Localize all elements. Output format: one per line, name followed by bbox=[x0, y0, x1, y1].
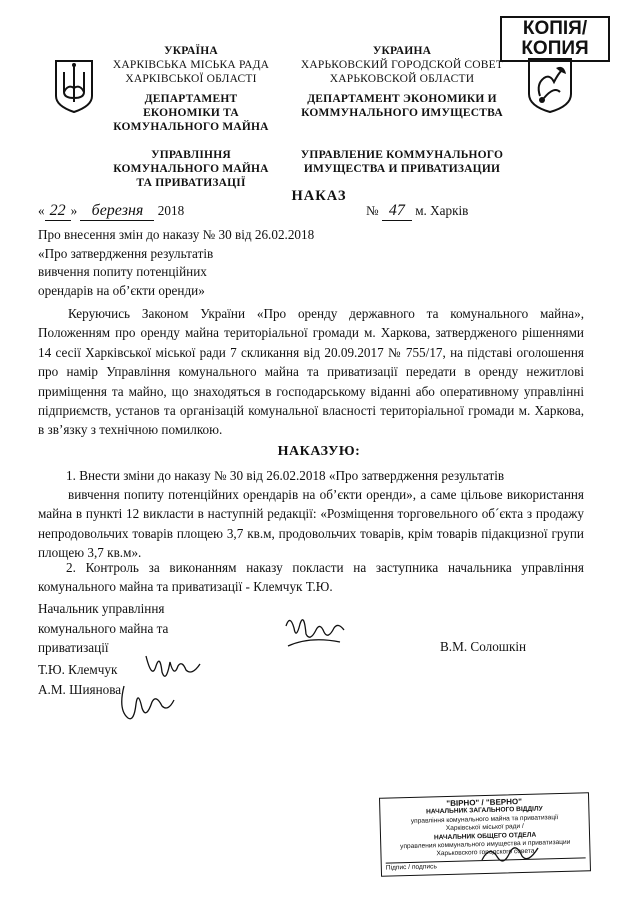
item-1-rest: вивчення попиту потенційних орендарів на об’єкти оренди», а саме цільове використання майна в пункті 12 викласти в наступній редакції: «Розміщення торговельного об´єкта з продажу непродовольчих товарів площею 3,7 кв.м, продовольчих товарів, крім товарів підакцизної групи площею 3,7 кв.м». bbox=[38, 487, 584, 561]
number-place: м. Харків bbox=[415, 203, 469, 218]
header-ukrainian bbox=[98, 44, 284, 190]
order-number bbox=[366, 201, 468, 221]
order-date bbox=[38, 201, 184, 221]
verification-signature bbox=[478, 838, 548, 868]
order-subject bbox=[38, 226, 358, 300]
city-coat-of-arms-icon bbox=[526, 56, 574, 114]
copy-stamp-line1: КОПІЯ/ bbox=[522, 18, 588, 39]
verify-stamp-line-8: Підпис / подпись bbox=[386, 857, 586, 873]
subject-line-1: Про внесення змін до наказу № 30 від 26.02.2018 bbox=[38, 227, 315, 242]
verify-stamp-line-6: управления коммунального имущества и приватизации bbox=[400, 838, 571, 851]
header-ru-office-1: УПРАВЛЕНИЕ КОММУНАЛЬНОГО bbox=[300, 149, 504, 161]
header-ru-country: УКРАИНА bbox=[372, 45, 432, 57]
verify-stamp-line-1: "ВІРНО" / "ВЕРНО" bbox=[446, 797, 523, 808]
signatory-title bbox=[38, 599, 168, 658]
item-2-paragraph: 2. Контроль за виконанням наказу покласти на заступника начальника управління комунального майна та приватизації - Клемчук Т.Ю. bbox=[38, 560, 584, 595]
header-ua-council-2: ХАРКІВСЬКОЇ ОБЛАСТІ bbox=[125, 73, 257, 85]
subject-line-4: орендарів на об’єкти оренди» bbox=[38, 282, 205, 298]
copy-stamp-line2: КОПИЯ bbox=[521, 38, 589, 59]
number-label: № bbox=[366, 203, 379, 218]
verify-stamp-line-5: НАЧАЛЬНИК ОБЩЕГО ОТДЕЛА bbox=[433, 831, 537, 841]
preamble-paragraph: Керуючись Законом України «Про оренду державного та комунального майна», Положенням про оренду майна територіальної громади м. Харкова, затвердженого рішеннями 14 сесії Харківської міської ради 7 скликання від 20.09.2017 № 755/17, на підставі оголошення про намір Управління комунального майна та приватизації передати в оренду нежитлові приміщення та майно, що знаходяться в господарському віданні або оперативному управлінні підприємств, установ та організацій комунальної власності територіальної громади м. Харкова, в зв’язку з технічною помилкою. bbox=[38, 306, 584, 438]
approval-signature-2 bbox=[112, 680, 182, 728]
verify-stamp-line-4: Харківської міської ради / bbox=[445, 823, 524, 833]
date-open-quote: « bbox=[38, 203, 45, 218]
subject-line-3: вивчення попиту потенційних bbox=[38, 264, 207, 280]
header-ru-council-2: ХАРЬКОВСКОЙ ОБЛАСТИ bbox=[329, 73, 475, 85]
approval-name-2: А.М. Шиянова bbox=[38, 681, 122, 697]
number-value: 47 bbox=[382, 201, 412, 221]
item-1-first-line: 1. Внести зміни до наказу № 30 від 26.02.2018 «Про затвердження результатів bbox=[66, 468, 505, 483]
date-month: березня bbox=[80, 201, 154, 221]
date-close-quote: » bbox=[70, 203, 78, 218]
header-ru-dept-1: ДЕПАРТАМЕНТ ЭКОНОМИКИ И bbox=[307, 93, 497, 105]
signatory-line-1: Начальник управління bbox=[38, 601, 165, 616]
header-ua-office-2: КОМУНАЛЬНОГО МАЙНА bbox=[113, 163, 269, 175]
verify-stamp-line-2: НАЧАЛЬНИК ЗАГАЛЬНОГО ВІДДІЛУ bbox=[425, 805, 543, 816]
date-day: 22 bbox=[45, 201, 71, 221]
header-ua-dept-2: ЕКОНОМІКИ ТА bbox=[143, 107, 239, 119]
header-ua-dept-3: КОМУНАЛЬНОГО МАЙНА bbox=[113, 121, 269, 133]
header-ru-office-2: ИМУЩЕСТВА И ПРИВАТИЗАЦИИ bbox=[303, 163, 501, 175]
header-ua-country: УКРАЇНА bbox=[164, 45, 218, 57]
approvals bbox=[38, 660, 121, 699]
order-title: НАКАЗ bbox=[291, 188, 347, 204]
header-ru-dept-2: КОММУНАЛЬНОГО ИМУЩЕСТВА bbox=[301, 107, 503, 119]
header-ua-council-1: ХАРКІВСЬКА МІСЬКА РАДА bbox=[112, 59, 270, 71]
director-signature bbox=[280, 606, 360, 654]
header-ua-dept-1: ДЕПАРТАМЕНТ bbox=[144, 93, 238, 105]
signatory-name: В.М. Солошкін bbox=[440, 639, 527, 654]
subject-line-2: «Про затвердження результатів bbox=[38, 245, 214, 261]
verify-stamp-line-7: Харьковского городского совета bbox=[436, 848, 535, 858]
signatory-line-2: комунального майна та bbox=[38, 620, 169, 636]
header-ua-office-3: ТА ПРИВАТИЗАЦІЇ bbox=[136, 177, 246, 189]
header-russian bbox=[286, 44, 518, 176]
header-ua-office-1: УПРАВЛІННЯ bbox=[151, 149, 231, 161]
order-word: НАКАЗУЮ: bbox=[277, 444, 361, 459]
signatory-line-3: приватизації bbox=[38, 640, 109, 656]
date-year: 2018 bbox=[157, 203, 185, 218]
approval-name-1: Т.Ю. Клемчук bbox=[38, 662, 118, 677]
trident-emblem-icon bbox=[52, 58, 96, 114]
verify-stamp-line-3: управління комунального майна та приватизації bbox=[410, 813, 559, 825]
header-ru-council-1: ХАРЬКОВСКИЙ ГОРОДСКОЙ СОВЕТ bbox=[300, 59, 504, 71]
